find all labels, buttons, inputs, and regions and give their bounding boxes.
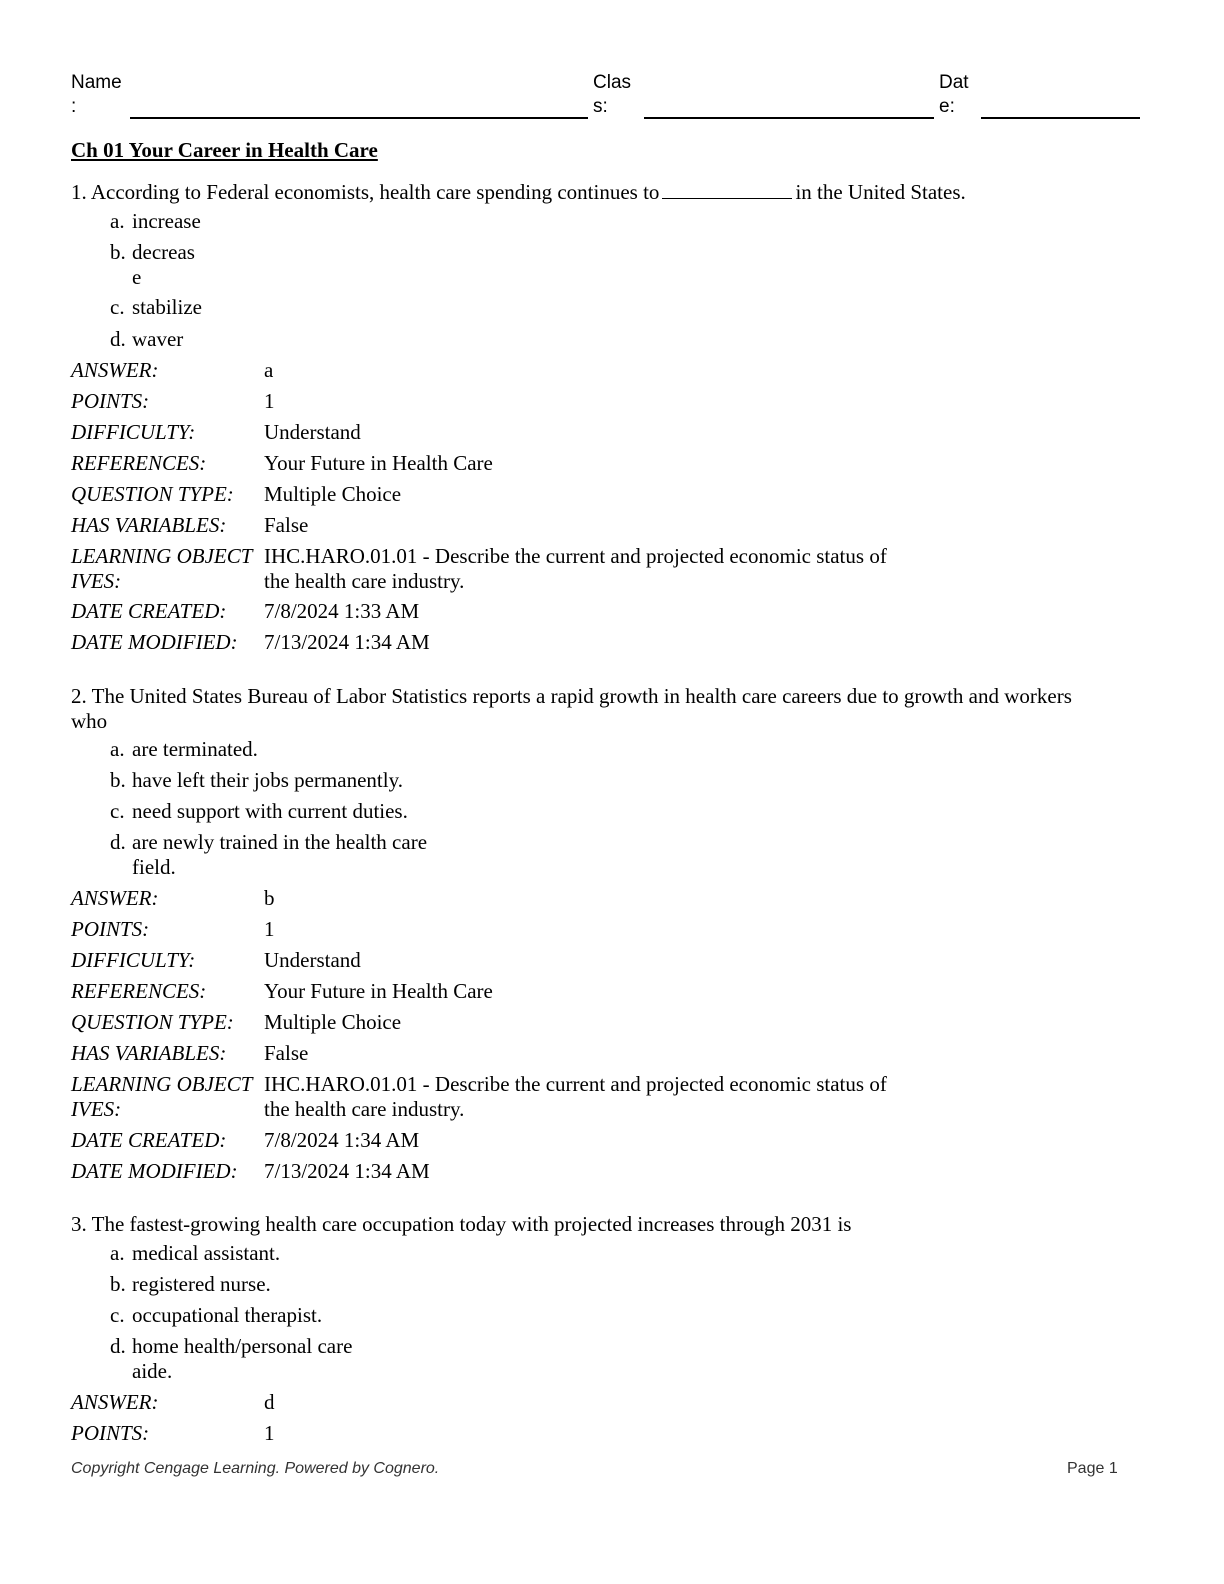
- footer-page-number: Page 1: [1067, 1460, 1118, 1477]
- date-created-value: 7/8/2024 1:34 AM: [264, 1128, 420, 1152]
- question-type-label: QUESTION TYPE:: [71, 482, 234, 506]
- question-2-option-b: b. have left their jobs permanently.: [110, 768, 403, 792]
- learning-objectives-value: IHC.HARO.01.01 - Describe the current and projected economic status of the health care industry.: [264, 544, 887, 593]
- points-value: 1: [264, 1421, 275, 1445]
- question-2-option-c: c. need support with current duties.: [110, 799, 408, 823]
- points-label: POINTS:: [71, 389, 150, 413]
- question-2-stem: 2. The United States Bureau of Labor Statistics reports a rapid growth in health care careers due to growth and workers who: [71, 684, 1072, 733]
- footer-copyright: Copyright Cengage Learning. Powered by Cognero.: [71, 1460, 440, 1477]
- question-1-option-d: d. waver: [110, 327, 184, 351]
- points-value: 1: [264, 389, 275, 413]
- answer-label: ANSWER:: [71, 886, 159, 910]
- question-3-option-d: d. home health/personal care aide.: [110, 1334, 353, 1383]
- date-field-line[interactable]: [981, 117, 1140, 119]
- answer-label: ANSWER:: [71, 1390, 159, 1414]
- date-modified-value: 7/13/2024 1:34 AM: [264, 630, 430, 654]
- date-created-value: 7/8/2024 1:33 AM: [264, 599, 420, 623]
- date-modified-label: DATE MODIFIED:: [71, 1159, 238, 1183]
- question-3-option-a: a. medical assistant.: [110, 1241, 281, 1265]
- question-type-label: QUESTION TYPE:: [71, 1010, 234, 1034]
- references-label: REFERENCES:: [71, 979, 207, 1003]
- class-field-line[interactable]: [644, 117, 934, 119]
- answer-value: b: [264, 886, 275, 910]
- question-3-option-c: c. occupational therapist.: [110, 1303, 323, 1327]
- difficulty-label: DIFFICULTY:: [71, 948, 196, 972]
- question-type-value: Multiple Choice: [264, 482, 402, 506]
- references-label: REFERENCES:: [71, 451, 207, 475]
- question-3-option-b: b. registered nurse.: [110, 1272, 271, 1296]
- date-created-label: DATE CREATED:: [71, 1128, 227, 1152]
- question-1-option-b: b. decreas e: [110, 240, 195, 289]
- difficulty-label: DIFFICULTY:: [71, 420, 196, 444]
- page-title: Ch 01 Your Career in Health Care: [71, 138, 378, 162]
- has-variables-label: HAS VARIABLES:: [71, 1041, 227, 1065]
- references-value: Your Future in Health Care: [264, 979, 493, 1003]
- has-variables-value: False: [264, 1041, 309, 1065]
- question-2-option-a: a. are terminated.: [110, 737, 258, 761]
- difficulty-value: Understand: [264, 420, 361, 444]
- answer-value: d: [264, 1390, 275, 1414]
- date-modified-label: DATE MODIFIED:: [71, 630, 238, 654]
- references-value: Your Future in Health Care: [264, 451, 493, 475]
- date-label: Dat e:: [939, 72, 969, 117]
- question-1-stem: 1. According to Federal economists, health care spending continues to in the United States.: [71, 180, 966, 204]
- date-created-label: DATE CREATED:: [71, 599, 227, 623]
- answer-label: ANSWER:: [71, 358, 159, 382]
- question-2-option-d: d. are newly trained in the health care field.: [110, 830, 428, 879]
- learning-objectives-label: LEARNING OBJECT IVES:: [71, 544, 253, 593]
- has-variables-value: False: [264, 513, 309, 537]
- class-label: Clas s:: [593, 72, 632, 117]
- answer-value: a: [264, 358, 274, 382]
- difficulty-value: Understand: [264, 948, 361, 972]
- question-3-stem: 3. The fastest-growing health care occupation today with projected increases through 2031 is: [71, 1212, 852, 1236]
- points-value: 1: [264, 917, 275, 941]
- question-1-option-c: c. stabilize: [110, 295, 202, 319]
- name-field-line[interactable]: [130, 117, 588, 119]
- name-label: Name :: [71, 72, 122, 117]
- points-label: POINTS:: [71, 1421, 150, 1445]
- points-label: POINTS:: [71, 917, 150, 941]
- date-modified-value: 7/13/2024 1:34 AM: [264, 1159, 430, 1183]
- learning-objectives-label: LEARNING OBJECT IVES:: [71, 1072, 253, 1121]
- has-variables-label: HAS VARIABLES:: [71, 513, 227, 537]
- question-1-option-a: a. increase: [110, 209, 201, 233]
- learning-objectives-value: IHC.HARO.01.01 - Describe the current and projected economic status of the health care industry.: [264, 1072, 887, 1121]
- answer-blank: [662, 180, 792, 199]
- question-type-value: Multiple Choice: [264, 1010, 402, 1034]
